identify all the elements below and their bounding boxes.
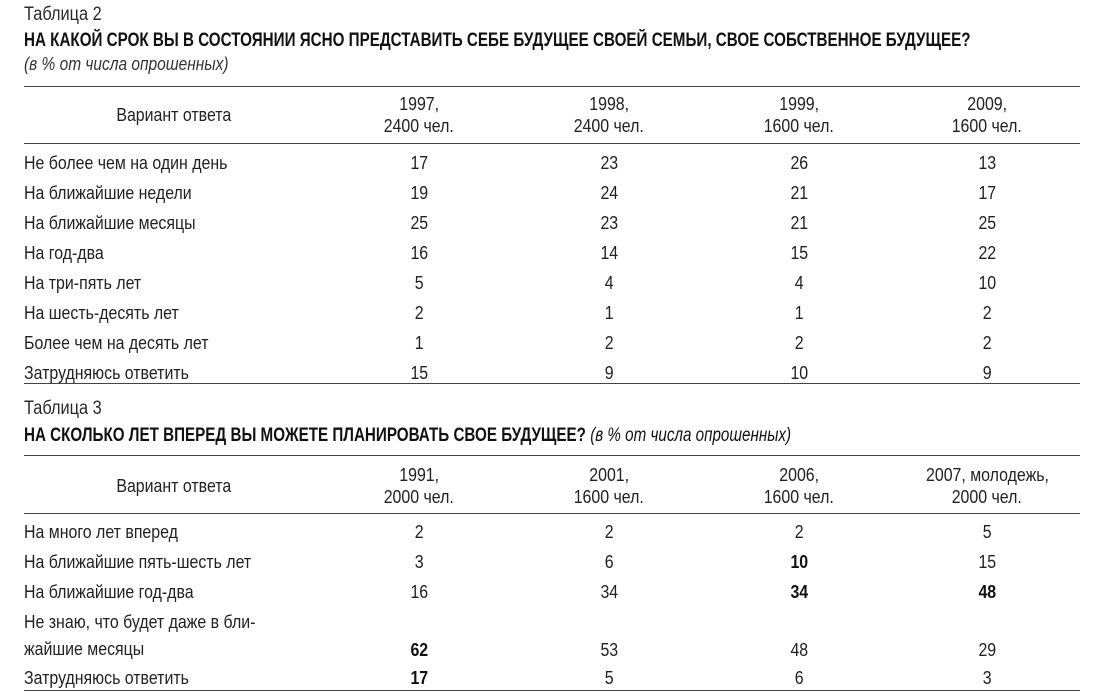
- table2-caption: Таблица 2: [24, 4, 102, 25]
- table-row: [24, 268, 1080, 298]
- cell-value: 3: [414, 551, 424, 572]
- table2-note: (в % от числа опрошенных): [24, 54, 229, 74]
- table-row: [24, 208, 1080, 238]
- cell-value: 5: [982, 521, 992, 542]
- row-label: На много лет вперед: [24, 521, 178, 542]
- cell-value: 17: [978, 182, 996, 203]
- cell-value: 19: [410, 182, 428, 203]
- row-label: Не более чем на один день: [24, 152, 228, 173]
- cell-value: 3: [982, 667, 992, 688]
- cell-value: 48: [790, 639, 808, 660]
- table-row: [24, 148, 1080, 178]
- cell-value: 9: [982, 362, 992, 383]
- cell-value: 53: [600, 639, 618, 660]
- cell-value: 34: [600, 581, 618, 602]
- cell-value: 5: [414, 272, 424, 293]
- cell-value: 1: [414, 332, 424, 353]
- cell-value: 16: [410, 581, 428, 602]
- cell-value-highlighted: 34: [790, 581, 808, 602]
- cell-value-highlighted: 62: [410, 639, 428, 660]
- table-row: [24, 298, 1080, 328]
- cell-value: 15: [790, 242, 808, 263]
- cell-value: 6: [604, 551, 614, 572]
- table2-bottom-rule: [24, 383, 1080, 384]
- row-label: На ближайшие пять-шесть лет: [24, 551, 252, 572]
- table2-header-col: 1998, 2400 чел.: [573, 93, 645, 136]
- table3-header-label: Вариант ответа: [116, 474, 232, 496]
- cell-value: 21: [790, 182, 808, 203]
- cell-value: 23: [600, 152, 618, 173]
- cell-value: 26: [790, 152, 808, 173]
- cell-value-highlighted: 10: [790, 551, 808, 572]
- cell-value: 2: [604, 332, 614, 353]
- cell-value: 13: [978, 152, 996, 173]
- cell-value: 4: [604, 272, 614, 293]
- cell-value: 2: [982, 332, 992, 353]
- row-label: На ближайшие год-два: [24, 581, 194, 602]
- table-row: [24, 178, 1080, 208]
- cell-value: 4: [794, 272, 804, 293]
- row-label: Затрудняюсь ответить: [24, 667, 189, 688]
- table3-header-row: [24, 459, 1080, 512]
- table-row: [24, 577, 1080, 607]
- cell-value: 2: [794, 332, 804, 353]
- cell-value: 10: [978, 272, 996, 293]
- table2-header-col: 1999, 1600 чел.: [763, 93, 835, 136]
- row-label: На шесть-десять лет: [24, 302, 179, 323]
- cell-value: 2: [414, 521, 424, 542]
- cell-value: 14: [600, 242, 618, 263]
- table3-top-rule: [24, 455, 1080, 456]
- table2-top-rule: [24, 86, 1080, 87]
- row-label: Затрудняюсь ответить: [24, 362, 189, 383]
- table3-title: НА СКОЛЬКО ЛЕТ ВПЕРЕД ВЫ МОЖЕТЕ ПЛАНИРОВАТЬ СВОЕ БУДУЩЕЕ? (в % от числа опрошенных): [24, 425, 792, 446]
- row-label: На ближайшие недели: [24, 182, 192, 203]
- table3-header-col: 2001, 1600 чел.: [573, 463, 645, 507]
- table2-header-col: 1997, 2400 чел.: [383, 93, 455, 136]
- table3-caption: Таблица 3: [24, 398, 102, 419]
- cell-value: 15: [978, 551, 996, 572]
- cell-value: 25: [978, 212, 996, 233]
- table3-header-col: 2007, молодежь, 2000 чел.: [925, 463, 1049, 507]
- table-row: [24, 547, 1080, 577]
- cell-value: 10: [790, 362, 808, 383]
- cell-value-highlighted: 48: [978, 581, 996, 602]
- row-label: На ближайшие месяцы: [24, 212, 196, 233]
- row-label: На год-два: [24, 242, 104, 263]
- table2-header-label: Вариант ответа: [116, 104, 232, 125]
- cell-value: 22: [978, 242, 996, 263]
- table3-header-col: 1991, 2000 чел.: [383, 463, 455, 507]
- cell-value: 29: [978, 639, 996, 660]
- table2-header-col: 2009, 1600 чел.: [951, 93, 1023, 136]
- cell-value: 16: [410, 242, 428, 263]
- table3-header-col: 2006, 1600 чел.: [763, 463, 835, 507]
- table2-header-row: [24, 89, 1080, 141]
- cell-value: 2: [794, 521, 804, 542]
- table3-bottom-rule: [24, 690, 1080, 691]
- table-row: [24, 663, 1080, 693]
- cell-value: 15: [410, 362, 428, 383]
- cell-value: 1: [794, 302, 804, 323]
- cell-value: 2: [414, 302, 424, 323]
- cell-value: 2: [604, 521, 614, 542]
- cell-value: 23: [600, 212, 618, 233]
- cell-value: 5: [604, 667, 614, 688]
- table3: [24, 459, 1080, 693]
- table3-note: (в % от числа опрошенных): [590, 425, 792, 446]
- row-label: Не знаю, что будет даже в бли- жайшие месяцы: [24, 611, 256, 659]
- table2: [24, 89, 1080, 388]
- table-row: [24, 238, 1080, 268]
- table-row: [24, 607, 1080, 663]
- row-label: Более чем на десять лет: [24, 332, 209, 353]
- cell-value: 6: [794, 667, 804, 688]
- cell-value: 21: [790, 212, 808, 233]
- cell-value: 9: [604, 362, 614, 383]
- cell-value-highlighted: 17: [410, 667, 428, 688]
- table2-title: НА КАКОЙ СРОК ВЫ В СОСТОЯНИИ ЯСНО ПРЕДСТАВИТЬ СЕБЕ БУДУЩЕЕ СВОЕЙ СЕМЬИ, СВОЕ СОБСТВЕННОЕ БУДУЩЕЕ?: [24, 30, 971, 51]
- cell-value: 17: [410, 152, 428, 173]
- cell-value: 24: [600, 182, 618, 203]
- cell-value: 25: [410, 212, 428, 233]
- cell-value: 2: [982, 302, 992, 323]
- table-row: [24, 517, 1080, 547]
- row-label: На три-пять лет: [24, 272, 142, 293]
- cell-value: 1: [604, 302, 614, 323]
- table-row: [24, 328, 1080, 358]
